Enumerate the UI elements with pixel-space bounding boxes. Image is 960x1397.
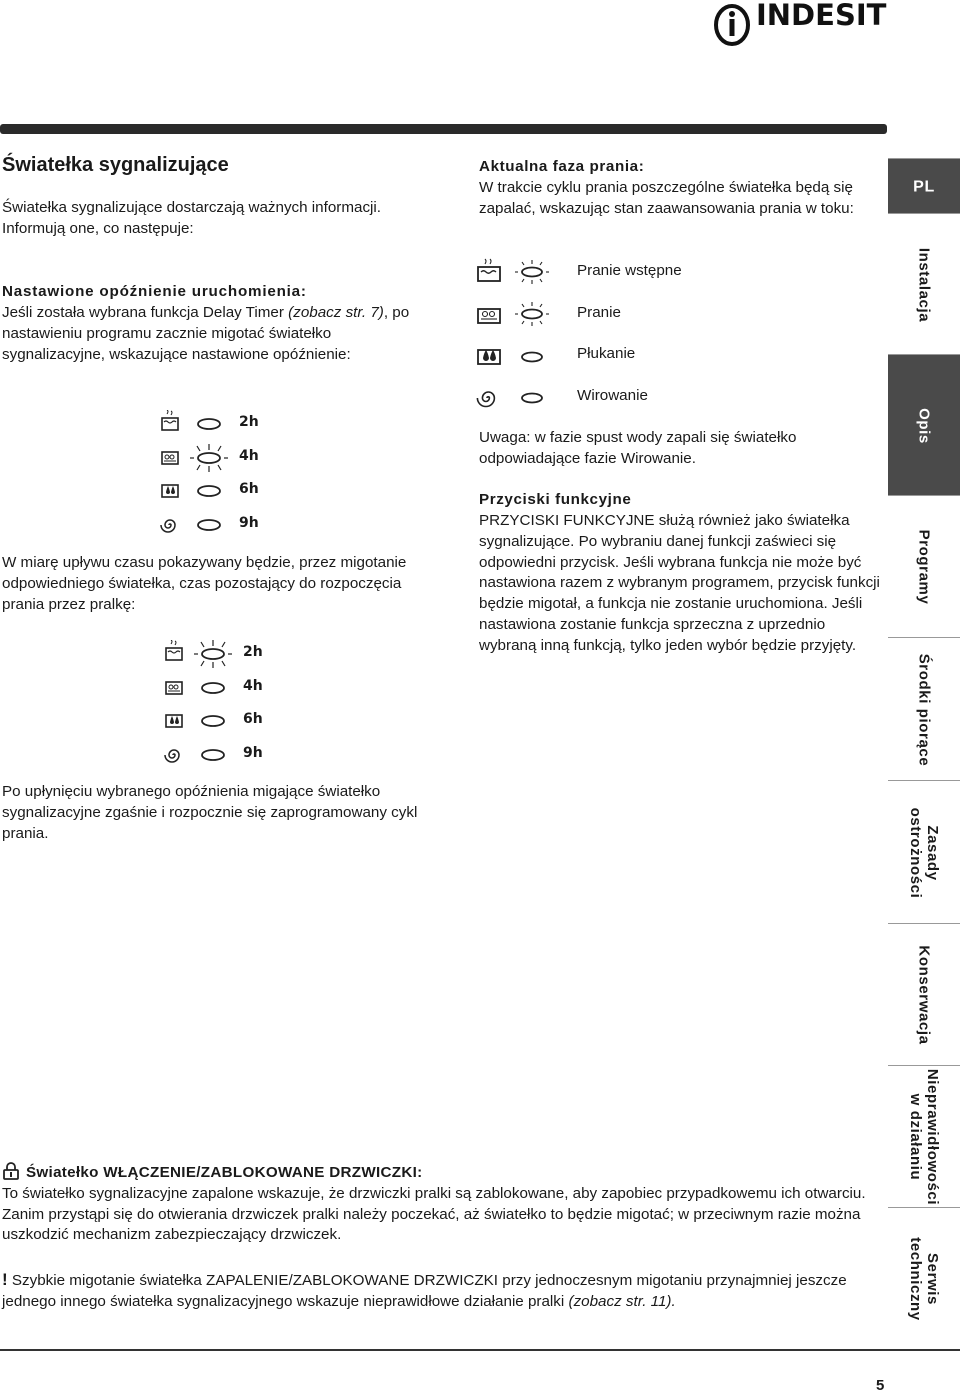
timer-row <box>164 638 284 672</box>
delay-heading: Nastawione opóźnienie uruchomienia: <box>2 283 307 300</box>
delay-paragraph <box>2 303 422 365</box>
tab-serwis-techniczny[interactable] <box>888 1207 960 1349</box>
tab-label: Nieprawidłowości w działaniu <box>907 1068 941 1206</box>
timer-row <box>164 739 284 773</box>
page-number: 5 <box>876 1377 885 1394</box>
warning-mark-icon: ! <box>2 1270 8 1289</box>
timer-row <box>160 408 280 442</box>
tab-label: Instalacja <box>915 247 933 322</box>
phase-row-spin <box>476 383 776 413</box>
timer-indicator-block-2 <box>164 638 284 772</box>
timer-row <box>160 442 280 476</box>
tab-opis[interactable] <box>888 354 960 496</box>
timer-label: 4h <box>239 447 259 464</box>
after-paragraph: Po upłynięciu wybranego opóźnienia migające światełko sygnalizacyjne zgaśnie i rozpocznie się zaprogramowany cykl prania. <box>2 783 418 842</box>
buttons-paragraph: PRZYCISKI FUNKCYJNE służą również jako światełka sygnalizujące. Po wybraniu danej funkcji zaświeci się odpowiedni przycisk. Jeśli wybrana funkcja nie może być nastawiona razem z wybranym programem, przycisk funkcji będzie migotał, a funkcja nie zostanie uruchomiona. Jeśli nastawiona zostanie funkcja sprzeczna z uprzednio wybraną inną funkcją, tylko jeden wybór będzie przyjęty. <box>479 512 880 654</box>
indesit-logo <box>712 2 890 48</box>
spin-indicator-icon <box>160 511 230 539</box>
delay-text-1: Jeśli została wybrana funkcja Delay Timer <box>2 304 284 321</box>
rinse-indicator-icon <box>160 477 230 505</box>
door-paragraph: To światełko sygnalizacyjne zapalone wskazuje, że drzwiczki pralki są zablokowane, aby zapobiec przypadkowemu ich otwarciu. Zanim przystąpi się do otwierania drzwiczek pralki należy poczekać, aż światełko to będzie migotać; w przeciwnym razie można uszkodzić mechanizm zabezpieczający drzwiczek. <box>2 1184 866 1244</box>
phase-note: Uwaga: w fazie spust wody zapali się światełko odpowiadające fazie Wirowanie. <box>479 429 797 467</box>
warning-text: Szybkie migotanie światełka ZAPALENIE/ZABLOKOWANE DRZWICZKI przy jednoczesnym migotaniu przynajmniej jeszcze jednego innego światełka sygnalizacyjnego wskazuje nieprawidłowe działanie pralki <box>2 1272 847 1310</box>
tab-zasady-ostroznosci[interactable] <box>888 780 960 924</box>
timer-row <box>164 672 284 706</box>
bottom-rule <box>0 1349 960 1351</box>
tab-label: Środki piorące <box>915 653 933 766</box>
logo-text: INDESIT <box>756 0 887 32</box>
tab-pl[interactable] <box>888 158 960 214</box>
tab-label: Zasady ostrożności <box>907 807 941 898</box>
spin-icon <box>476 383 556 411</box>
tab-label: Konserwacja <box>915 945 933 1045</box>
phase-label: Wirowanie <box>577 387 648 404</box>
prewash-indicator-icon <box>160 410 230 438</box>
door-heading: Światełko WŁĄCZENIE/ZABLOKOWANE DRZWICZKI: <box>26 1164 423 1181</box>
tab-instalacja[interactable] <box>888 213 960 355</box>
rinse-indicator-icon <box>164 707 234 735</box>
logo-emblem-icon <box>712 2 752 46</box>
phase-label: Płukanie <box>577 345 636 362</box>
timer-label: 6h <box>243 711 263 727</box>
timer-row <box>164 705 284 739</box>
timer-label: 9h <box>243 744 263 761</box>
timer-label: 6h <box>239 481 259 497</box>
wash-icon <box>476 300 556 328</box>
phase-row-wash <box>476 300 776 330</box>
wash-indicator-icon <box>164 674 234 702</box>
timer-label: 4h <box>243 677 263 694</box>
spin-indicator-icon <box>164 741 234 769</box>
phase-paragraph: W trakcie cyklu prania poszczególne światełka będą się zapalać, wskazując stan zaawansowania prania w toku: <box>479 179 854 217</box>
phase-row-prewash <box>476 258 776 288</box>
wash-blinking-indicator-icon <box>160 444 230 472</box>
timer-indicator-block-1 <box>160 408 280 542</box>
warning-paragraph <box>2 1270 862 1313</box>
tab-konserwacja[interactable] <box>888 923 960 1066</box>
tab-label: PL <box>913 178 935 195</box>
prewash-blinking-indicator-icon <box>164 640 234 668</box>
phase-label: Pranie wstępne <box>577 262 682 279</box>
door-lock-icon <box>2 1162 20 1180</box>
door-heading-line <box>2 1162 872 1184</box>
buttons-heading: Przyciski funkcyjne <box>479 491 632 508</box>
timer-label: 2h <box>239 414 259 430</box>
door-section <box>2 1162 872 1246</box>
tab-programy[interactable] <box>888 495 960 638</box>
page-title: Światełka sygnalizujące <box>2 154 229 176</box>
timer-label: 9h <box>239 514 259 531</box>
phase-heading: Aktualna faza prania: <box>479 158 645 175</box>
delay-text-2: , po nastawieniu programu zacznie migotać światełko sygnalizacyjne, wskazujące nastawione opóźnienie: <box>2 304 410 363</box>
phase-label: Pranie <box>577 304 621 321</box>
intro-paragraph: Światełka sygnalizujące dostarczają ważnych informacji. Informują one, co następuje: <box>2 199 382 237</box>
warning-ref: (zobacz str. 11). <box>568 1292 676 1310</box>
delay-text-ref: (zobacz str. 7) <box>288 304 384 321</box>
tab-label: Opis <box>915 407 933 444</box>
timer-row <box>160 475 280 509</box>
middle-paragraph: W miarę upływu czasu pokazywany będzie, przez migotanie odpowiedniego światełka, czas pozostający do rozpoczęcia prania przez pralkę: <box>2 554 407 613</box>
tab-nieprawidlowosci[interactable] <box>888 1065 960 1208</box>
timer-label: 2h <box>243 644 263 660</box>
top-rule <box>0 124 887 134</box>
rinse-icon <box>476 341 556 369</box>
tab-srodki-piorace[interactable] <box>888 637 960 781</box>
phase-row-rinse <box>476 341 776 371</box>
timer-row <box>160 509 280 543</box>
prewash-icon <box>476 258 556 286</box>
tab-label: Serwis techniczny <box>907 1236 941 1321</box>
tab-label: Programy <box>915 529 933 605</box>
